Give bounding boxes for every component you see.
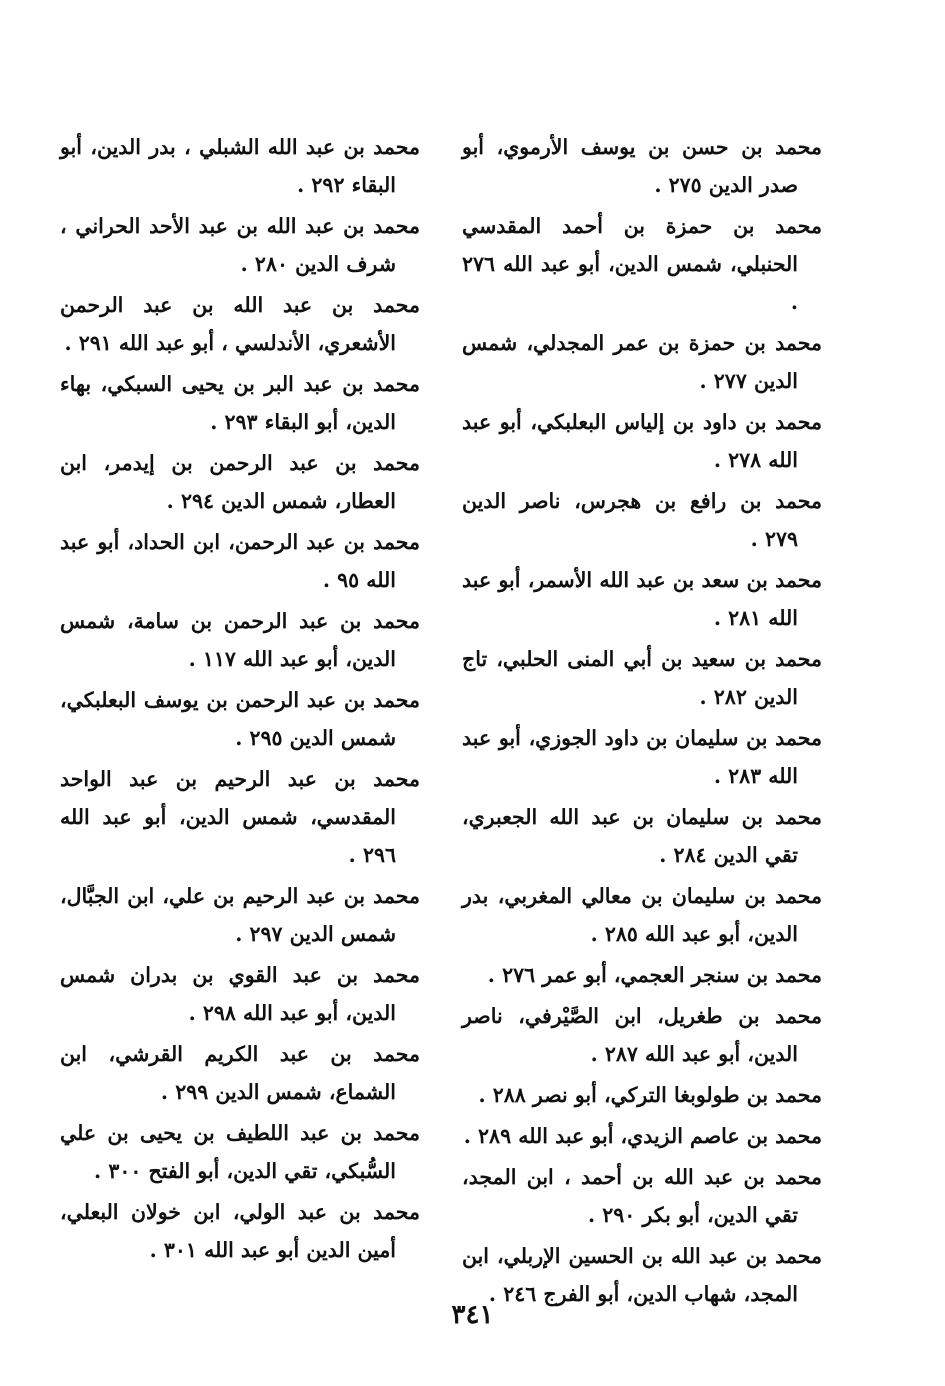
index-entry: محمد بن عبد الرحيم بن عبد الواحد المقدسي، شمس الدين، أبو عبد الله ٢٩٦ . (60, 767, 420, 867)
index-entry: محمد بن عبد الرحمن بن إيدمر، ابن العطار، شمس الدين ٢٩٤ . (60, 451, 420, 513)
index-column-right (462, 128, 822, 1316)
index-entry: محمد بن سعيد بن أبي المنى الحلبي، تاج الدين ٢٨٢ . (462, 647, 822, 709)
index-entry: محمد بن رافع بن هجرس، ناصر الدين ٢٧٩ . (462, 489, 822, 551)
index-entry: محمد بن عبد الله الشبلي ، بدر الدين، أبو البقاء ٢٩٢ . (60, 135, 420, 197)
index-entry: محمد بن سعد بن عبد الله الأسمر، أبو عبد الله ٢٨١ . (462, 568, 822, 630)
index-entry: محمد بن عاصم الزيدي، أبو عبد الله ٢٨٩ . (463, 1124, 822, 1148)
index-entry: محمد بن عبد الله بن عبد الأحد الحراني ، شرف الدين ٢٨٠ . (60, 214, 420, 276)
index-entry: محمد بن عبد القوي بن بدران شمس الدين، أبو عبد الله ٢٩٨ . (60, 963, 420, 1025)
index-entry: محمد بن عبد الله بن الحسين الإربلي، ابن المجد، شهاب الدين، أبو الفرج ٢٤٦ . (462, 1244, 822, 1306)
index-entry: محمد بن عبد الله بن عبد الرحمن الأشعري، الأندلسي ، أبو عبد الله ٢٩١ . (60, 293, 420, 355)
index-entry: محمد بن عبد الولي، ابن خولان البعلي، أمين الدين أبو عبد الله ٣٠١ . (60, 1200, 420, 1262)
index-entry: محمد بن عبد اللطيف بن يحيى بن علي السُّبكي، تقي الدين، أبو الفتح ٣٠٠ . (60, 1121, 420, 1183)
index-entry: محمد بن سنجر العجمي، أبو عمر ٢٧٦ . (487, 963, 822, 987)
index-entry: محمد بن داود بن إلياس البعلبكي، أبو عبد الله ٢٧٨ . (462, 410, 822, 472)
index-entry: محمد بن حسن بن يوسف الأرموي، أبو صدر الدين ٢٧٥ . (462, 135, 822, 197)
index-entry: محمد بن عبد الرحمن بن سامة، شمس الدين، أبو عبد الله ١١٧ . (60, 609, 420, 671)
index-column-left (60, 128, 420, 1272)
index-entry: محمد بن عبد الرحمن، ابن الحداد، أبو عبد الله ٩٥ . (60, 530, 420, 592)
index-entry: محمد بن حمزة بن عمر المجدلي، شمس الدين ٢٧٧ . (462, 331, 822, 393)
index-entry: محمد بن عبد الرحمن بن يوسف البعلبكي، شمس الدين ٢٩٥ . (60, 688, 420, 750)
index-entry: محمد بن حمزة بن أحمد المقدسي الحنبلي، شمس الدين، أبو عبد الله ٢٧٦ . (462, 214, 822, 314)
index-entry: محمد بن عبد الكريم القرشي، ابن الشماع، شمس الدين ٢٩٩ . (60, 1042, 420, 1104)
index-entry: محمد بن عبد الرحيم بن علي، ابن الجبَّال، شمس الدين ٢٩٧ . (60, 884, 420, 946)
index-entry: محمد بن عبد الله بن أحمد ، ابن المجد، تقي الدين، أبو بكر ٢٩٠ . (462, 1165, 822, 1227)
index-entry: محمد بن سليمان بن معالي المغربي، بدر الدين، أبو عبد الله ٢٨٥ . (462, 884, 822, 946)
index-entry: محمد بن طولوبغا التركي، أبو نصر ٢٨٨ . (478, 1083, 822, 1107)
index-entry: محمد بن عبد البر بن يحيى السبكي، بهاء الدين، أبو البقاء ٢٩٣ . (60, 372, 420, 434)
index-entry: محمد بن سليمان بن داود الجوزي، أبو عبد الله ٢٨٣ . (462, 726, 822, 788)
index-entry: محمد بن سليمان بن عبد الله الجعبري، تقي الدين ٢٨٤ . (462, 805, 822, 867)
page-number: ٣٤١ (451, 1300, 494, 1330)
index-entry: محمد بن طغريل، ابن الصَّيْرفي، ناصر الدين، أبو عبد الله ٢٨٧ . (462, 1004, 822, 1066)
